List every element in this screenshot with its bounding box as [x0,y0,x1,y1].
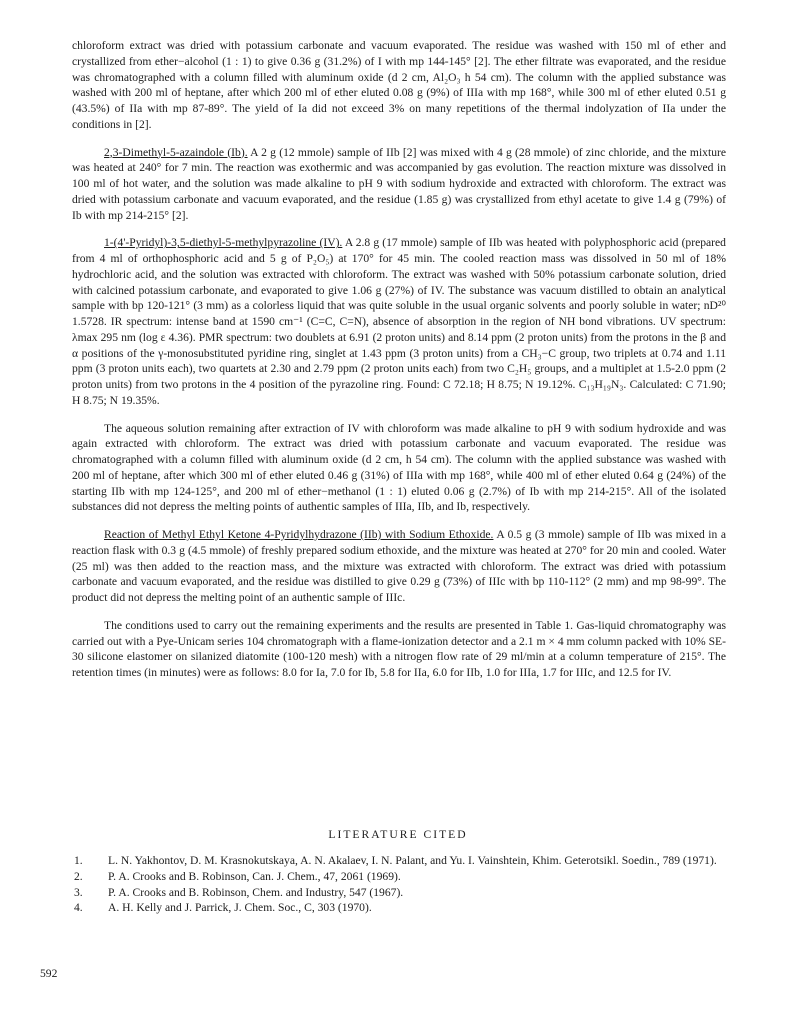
reference-item [72,885,726,901]
reference-item [72,869,726,885]
paragraph-text: A 0.5 g (3 mmole) sample of IIb was mixed in a reaction flask with 0.3 g (4.5 mmole) of freshly prepared sodium ethoxide, and the mixture was heated at 270° for 20 min and cooled. Water (25 ml) was then added to the reaction mass, and the mixture was extracted with chloroform. The extract was dried with potassium carbonate and vacuum evaporated, and the residue was distilled to give 0.29 g (73%) of IIIc with bp 110-112° (2 mm) and mp 98-99°. The product did not depress the melting point of an authentic sample of IIIc. [72,528,726,604]
reference-text: A. H. Kelly and J. Parrick, J. Chem. Soc., C, 303 (1970). [108,901,372,915]
paragraph-heading: 1-(4'-Pyridyl)-3,5-diethyl-5-methylpyrazoline (IV). [104,236,343,250]
paragraph-heading: 2,3-Dimethyl-5-azaindole (Ib). [104,145,248,159]
reference-text: P. A. Crooks and B. Robinson, Chem. and Industry, 547 (1967). [108,885,404,899]
paragraph-text: The aqueous solution remaining after extraction of IV with chloroform was made alkaline to pH 9 with sodium hydroxide and was again extracted with chloroform. The extract was dried with potassium carbonate and vacuum evaporated. The residue was chromatographed with a column filled with aluminum oxide (d 2 cm, h 54 cm). The column with the applied substance was washed with 200 ml of heptane, after which 300 ml of ether eluted 0.46 g (31%) of IIIa with mp 168°, while 400 ml of ether eluted 0.64 g (24%) of the starting IIb with mp 124-125°, and 200 ml of ether−methanol (1 : 1) eluted 0.06 g (2.7%) of Ib with mp 214-215°. All of the isolated substances did not depress the melting points of authentic samples of IIIa, IIb, and Ib, respectively. [72,421,726,514]
paragraph-heading: Reaction of Methyl Ethyl Ketone 4-Pyridylhydrazone (IIb) with Sodium Ethoxide. [104,528,494,541]
paragraph-ib-synthesis [72,145,726,224]
reference-list [72,853,726,916]
paragraph-iv-synthesis [72,235,726,408]
reference-item [72,853,726,869]
reference-number: 4. [74,901,83,915]
reference-number: 3. [74,885,83,899]
page-number: 592 [40,967,58,980]
experimental-section [72,38,726,693]
literature-cited-heading: LITERATURE CITED [328,828,468,841]
paragraph-continuation [72,38,726,133]
reference-number: 1. [74,854,83,867]
paragraph-text: A 2 g (12 mmole) sample of IIb [2] was mixed with 4 g (28 mmole) of zinc chloride, and the mixture was heated at 240° for 7 min. The reaction was exothermic and was accompanied by gas evolution. The reaction mixture was dissolved in 100 ml of hot water, and the solution was made alkaline to pH 9 with sodium hydroxide and extracted with chloroform. The extract was dried with potassium carbonate and vacuum evaporated, and the residue (1.85 g) was crystallized from ethyl acetate to give 1.4 g (79%) of Ib with mp 214-215° [2]. [72,145,726,222]
reference-item [72,900,726,916]
paragraph-text: chloroform extract was dried with potassium carbonate and vacuum evaporated. The residue was washed with 150 ml of ether and crystallized from ether−alcohol (1 : 1) to give 0.36 g (31.2%) of I with mp 144-145° [2]. The ether filtrate was evaporated, and the residue was chromatographed with a column filled with aluminum oxide (d 2 cm, Al₂O₃ h 54 cm). The column with the applied substance was washed with 200 ml of heptane, after which 200 ml of ether eluted 0.08 g (9%) of IIIa with mp 168°, while 300 ml of ether eluted 0.51 g (43.5%) of IIa with mp 87-89°. The yield of Ia did not exceed 3% on many repetitions of the thermal indolyzation of IIa under the conditions in [2]. [72,39,726,131]
paragraph-aqueous-workup [72,421,726,516]
reference-number: 2. [74,869,83,883]
paragraph-sodium-ethoxide [72,527,726,606]
paragraph-text: The conditions used to carry out the remaining experiments and the results are presented in Table 1. Gas-liquid chromatography was carried out with a Pye-Unicam series 104 chromatograph with a flame-ionization detector and a 2.1 m × 4 mm column packed with 10% SE-30 silicone elastomer on silanized diatomite (100-120 mesh) with a nitrogen flow rate of 29 ml/min at a column temperature of 215°. The retention times (in minutes) were as follows: 8.0 for Ia, 7.0 for Ib, 5.8 for IIa, 6.0 for IIb, 1.0 for IIIa, 1.7 for IIIc, and 12.5 for IV. [72,618,726,679]
reference-text: L. N. Yakhontov, D. M. Krasnokutskaya, A. N. Akalaev, I. N. Palant, and Yu. I. Vainshtein, Khim. Geterotsikl. Soedin., 789 (1971). [108,854,717,867]
reference-text: P. A. Crooks and B. Robinson, Can. J. Chem., 47, 2061 (1969). [108,869,401,883]
paragraph-text: A 2.8 g (17 mmole) sample of IIb was heated with polyphosphoric acid (prepared from 4 ml of orthophosphoric acid and 5 g of P₂O₅) at 170° for 45 min. The cooled reaction mass was dissolved in 50 ml of 18% hydrochloric acid, and the solution was extracted with chloroform. The extract was washed with 50% potassium carbonate solution, dried with calcined potassium carbonate, and evaporated to give 1.06 g (27%) of IV. The substance was vacuum distilled to obtain an analytical sample with bp 120-121° (3 mm) as a colorless liquid that was quite soluble in the usual organic solvents and poorly soluble in water; nD²⁰ 1.5728. IR spectrum: intense band at 1590 cm⁻¹ (C=C, C=N), absence of absorption in the region of NH bond vibrations. UV spectrum: λmax 295 nm (log ε 4.36). PMR spectrum: two doublets at 6.91 (2 proton units) and 8.14 ppm (2 proton units) from the protons in the β and α positions of the γ-monosubstituted pyridine ring, singlet at 1.43 ppm (3 proton units) from a CH₃−C group, two triplets at 0.74 and 1.11 ppm (3 proton units each), two quartets at 2.30 and 2.79 ppm (2 proton units each) from two C₂H₅ groups, and a multiplet at 1.5-2.0 ppm (2 proton units) from two protons in the 4 position of the pyrazoline ring. Found: C 72.18; H 8.75; N 19.12%. C₁₃H₁₉N₃. Calculated: C 71.90; H 8.75; N 19.35%. [72,236,726,407]
paragraph-chromatography-conditions [72,618,726,681]
